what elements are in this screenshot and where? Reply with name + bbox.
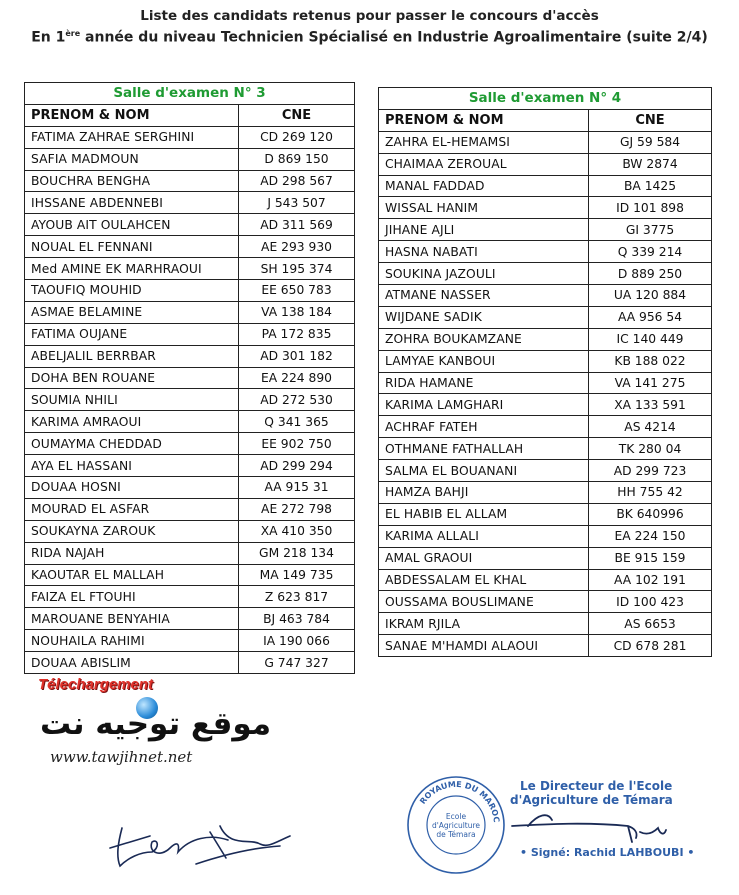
- candidate-cne: IA 190 066: [239, 630, 355, 652]
- table-row: [25, 323, 355, 345]
- watermark-arabic: موقع توجيه نت: [40, 706, 272, 742]
- candidate-name: TAOUFIQ MOUHID: [25, 280, 239, 302]
- candidate-cne: MA 149 735: [239, 564, 355, 586]
- table-row: [379, 482, 712, 504]
- table-row: [25, 564, 355, 586]
- table-row: [379, 416, 712, 438]
- table-row: [379, 438, 712, 460]
- table-row: [379, 591, 712, 613]
- candidate-cne: VA 138 184: [239, 301, 355, 323]
- candidate-name: SAFIA MADMOUN: [25, 148, 239, 170]
- candidate-name: IKRAM RJILA: [379, 613, 589, 635]
- candidate-cne: IC 140 449: [589, 328, 712, 350]
- table-row: [25, 520, 355, 542]
- table-row: [25, 608, 355, 630]
- candidate-name: Med AMINE EK MARHRAOUI: [25, 258, 239, 280]
- candidate-cne: EA 224 890: [239, 367, 355, 389]
- list-title: Liste des candidats retenus pour passer le concours d'accès: [140, 8, 599, 24]
- candidate-cne: AA 102 191: [589, 569, 712, 591]
- candidate-name: KARIMA AMRAOUI: [25, 411, 239, 433]
- candidate-cne: HH 755 42: [589, 482, 712, 504]
- candidate-name: KARIMA ALLALI: [379, 525, 589, 547]
- table-row: [25, 477, 355, 499]
- candidate-cne: CD 678 281: [589, 635, 712, 657]
- candidate-cne: BA 1425: [589, 175, 712, 197]
- table-row: [25, 192, 355, 214]
- candidate-cne: BW 2874: [589, 153, 712, 175]
- table-row: [25, 214, 355, 236]
- candidate-name: AYOUB AIT OULAHCEN: [25, 214, 239, 236]
- candidate-name: OTHMANE FATHALLAH: [379, 438, 589, 460]
- table-row: [379, 241, 712, 263]
- table-row: [25, 630, 355, 652]
- stamp-outer-text: ROYAUME DU MAROC: [418, 779, 501, 823]
- salle-3-rows: [25, 126, 355, 673]
- table-row: [379, 285, 712, 307]
- candidate-name: RIDA NAJAH: [25, 542, 239, 564]
- table-row: [379, 460, 712, 482]
- stamp-line2: d'Agriculture: [431, 821, 481, 830]
- candidate-cne: BK 640996: [589, 503, 712, 525]
- candidate-cne: XA 410 350: [239, 520, 355, 542]
- salle-4-title: Salle d'examen N° 4: [379, 88, 712, 110]
- table-row: [379, 547, 712, 569]
- salle-4-rows: [379, 131, 712, 656]
- table-row: [379, 394, 712, 416]
- candidate-cne: Q 341 365: [239, 411, 355, 433]
- table-row: [25, 258, 355, 280]
- candidate-cne: CD 269 120: [239, 126, 355, 148]
- table-row: [379, 175, 712, 197]
- table-row: [379, 503, 712, 525]
- candidate-name: WIJDANE SADIK: [379, 306, 589, 328]
- candidate-cne: AA 915 31: [239, 477, 355, 499]
- candidate-cne: AD 299 294: [239, 455, 355, 477]
- candidate-cne: EE 902 750: [239, 433, 355, 455]
- table-row: [25, 586, 355, 608]
- table-row: [379, 635, 712, 657]
- table-row: [379, 153, 712, 175]
- director-signature: [508, 802, 668, 852]
- handwritten-signature: [100, 808, 300, 878]
- candidate-name: EL HABIB EL ALLAM: [379, 503, 589, 525]
- table-row: [25, 126, 355, 148]
- table-row: [25, 170, 355, 192]
- candidate-cne: BJ 463 784: [239, 608, 355, 630]
- candidate-name: KARIMA LAMGHARI: [379, 394, 589, 416]
- candidate-cne: AD 298 567: [239, 170, 355, 192]
- candidate-name: ATMANE NASSER: [379, 285, 589, 307]
- candidate-cne: AS 4214: [589, 416, 712, 438]
- candidate-name: NOUHAILA RAHIMI: [25, 630, 239, 652]
- candidate-cne: GJ 59 584: [589, 131, 712, 153]
- table-row: [25, 411, 355, 433]
- candidate-cne: AD 301 182: [239, 345, 355, 367]
- candidate-name: CHAIMAA ZEROUAL: [379, 153, 589, 175]
- candidate-cne: AE 272 798: [239, 498, 355, 520]
- signed-by: • Signé: Rachid LAHBOUBI •: [520, 846, 695, 859]
- candidate-name: SOUKAYNA ZAROUK: [25, 520, 239, 542]
- candidate-cne: KB 188 022: [589, 350, 712, 372]
- candidate-name: ABELJALIL BERRBAR: [25, 345, 239, 367]
- subtitle-suffix: (suite 2/4): [621, 29, 708, 46]
- table-row: [25, 367, 355, 389]
- candidate-name: ACHRAF FATEH: [379, 416, 589, 438]
- watermark-url: www.tawjihnet.net: [50, 748, 193, 766]
- candidate-name: DOUAA HOSNI: [25, 477, 239, 499]
- table-row: [25, 389, 355, 411]
- table-row: [25, 498, 355, 520]
- candidate-name: LAMYAE KANBOUI: [379, 350, 589, 372]
- candidate-name: RIDA HAMANE: [379, 372, 589, 394]
- table-row: [25, 148, 355, 170]
- table-row: [379, 219, 712, 241]
- col-cne-header: CNE: [589, 109, 712, 131]
- stamp-line1: Ecole: [445, 812, 467, 821]
- candidate-name: OUSSAMA BOUSLIMANE: [379, 591, 589, 613]
- candidate-name: KAOUTAR EL MALLAH: [25, 564, 239, 586]
- candidate-name: ZOHRA BOUKAMZANE: [379, 328, 589, 350]
- candidate-cne: Q 339 214: [589, 241, 712, 263]
- candidate-name: OUMAYMA CHEDDAD: [25, 433, 239, 455]
- candidate-name: WISSAL HANIM: [379, 197, 589, 219]
- table-row: [379, 197, 712, 219]
- table-row: [379, 131, 712, 153]
- candidate-name: FAIZA EL FTOUHI: [25, 586, 239, 608]
- table-row: [25, 542, 355, 564]
- candidate-cne: AS 6653: [589, 613, 712, 635]
- candidate-cne: AD 272 530: [239, 389, 355, 411]
- candidate-cne: SH 195 374: [239, 258, 355, 280]
- candidate-name: IHSSANE ABDENNEBI: [25, 192, 239, 214]
- candidate-cne: BE 915 159: [589, 547, 712, 569]
- candidate-cne: EA 224 150: [589, 525, 712, 547]
- table-row: [379, 613, 712, 635]
- table-row: [25, 345, 355, 367]
- stamp-line3: de Témara: [436, 830, 476, 839]
- table-row: [379, 569, 712, 591]
- candidate-name: ASMAE BELAMINE: [25, 301, 239, 323]
- salle-3-table: [24, 82, 355, 674]
- col-cne-header: CNE: [239, 104, 355, 126]
- candidate-name: SANAE M'HAMDI ALAOUI: [379, 635, 589, 657]
- candidate-name: MAROUANE BENYAHIA: [25, 608, 239, 630]
- candidate-name: DOHA BEN ROUANE: [25, 367, 239, 389]
- table-row: [379, 525, 712, 547]
- candidate-cne: ID 101 898: [589, 197, 712, 219]
- candidate-cne: TK 280 04: [589, 438, 712, 460]
- table-row: [379, 263, 712, 285]
- candidate-cne: ID 100 423: [589, 591, 712, 613]
- candidate-cne: J 543 507: [239, 192, 355, 214]
- candidate-cne: AD 299 723: [589, 460, 712, 482]
- candidate-cne: EE 650 783: [239, 280, 355, 302]
- candidate-cne: PA 172 835: [239, 323, 355, 345]
- candidate-name: AYA EL HASSANI: [25, 455, 239, 477]
- candidate-cne: Z 623 817: [239, 586, 355, 608]
- candidate-cne: D 869 150: [239, 148, 355, 170]
- candidate-name: HASNA NABATI: [379, 241, 589, 263]
- salle-4-table: [378, 87, 712, 657]
- candidate-name: DOUAA ABISLIM: [25, 652, 239, 674]
- table-row: [25, 301, 355, 323]
- candidate-name: ZAHRA EL-HEMAMSI: [379, 131, 589, 153]
- candidate-cne: UA 120 884: [589, 285, 712, 307]
- table-row: [25, 236, 355, 258]
- candidate-cne: G 747 327: [239, 652, 355, 674]
- subtitle-rest: année du niveau Technicien Spécialisé en Industrie Agroalimentaire: [80, 29, 622, 46]
- candidate-name: SOUMIA NHILI: [25, 389, 239, 411]
- col-name-header: PRENOM & NOM: [25, 104, 239, 126]
- candidate-name: NOUAL EL FENNANI: [25, 236, 239, 258]
- candidate-cne: VA 141 275: [589, 372, 712, 394]
- table-row: [25, 652, 355, 674]
- candidate-cne: AA 956 54: [589, 306, 712, 328]
- candidate-cne: AE 293 930: [239, 236, 355, 258]
- candidate-name: AMAL GRAOUI: [379, 547, 589, 569]
- director-line1: Le Directeur de l'Ecole: [520, 779, 673, 793]
- candidate-name: MANAL FADDAD: [379, 175, 589, 197]
- candidate-name: SOUKINA JAZOULI: [379, 263, 589, 285]
- table-row: [379, 328, 712, 350]
- table-row: [25, 455, 355, 477]
- candidate-name: BOUCHRA BENGHA: [25, 170, 239, 192]
- school-stamp-icon: [404, 773, 508, 877]
- salle-3-title: Salle d'examen N° 3: [25, 83, 355, 105]
- candidate-cne: GM 218 134: [239, 542, 355, 564]
- subtitle-sup: ère: [65, 29, 81, 38]
- director-line2: d'Agriculture de Témara: [510, 793, 673, 807]
- candidate-cne: AD 311 569: [239, 214, 355, 236]
- candidate-name: FATIMA ZAHRAE SERGHINI: [25, 126, 239, 148]
- table-row: [379, 372, 712, 394]
- col-name-header: PRENOM & NOM: [379, 109, 589, 131]
- candidate-name: SALMA EL BOUANANI: [379, 460, 589, 482]
- candidate-name: HAMZA BAHJI: [379, 482, 589, 504]
- candidate-name: FATIMA OUJANE: [25, 323, 239, 345]
- candidate-name: MOURAD EL ASFAR: [25, 498, 239, 520]
- table-row: [379, 306, 712, 328]
- candidate-cne: GI 3775: [589, 219, 712, 241]
- candidate-cne: D 889 250: [589, 263, 712, 285]
- table-row: [25, 433, 355, 455]
- subtitle-prefix: En 1: [31, 29, 66, 46]
- watermark-telechargement: Télechargement: [38, 676, 154, 693]
- candidate-cne: XA 133 591: [589, 394, 712, 416]
- table-row: [25, 280, 355, 302]
- candidate-name: JIHANE AJLI: [379, 219, 589, 241]
- candidate-name: ABDESSALAM EL KHAL: [379, 569, 589, 591]
- list-subtitle: [0, 29, 739, 46]
- table-row: [379, 350, 712, 372]
